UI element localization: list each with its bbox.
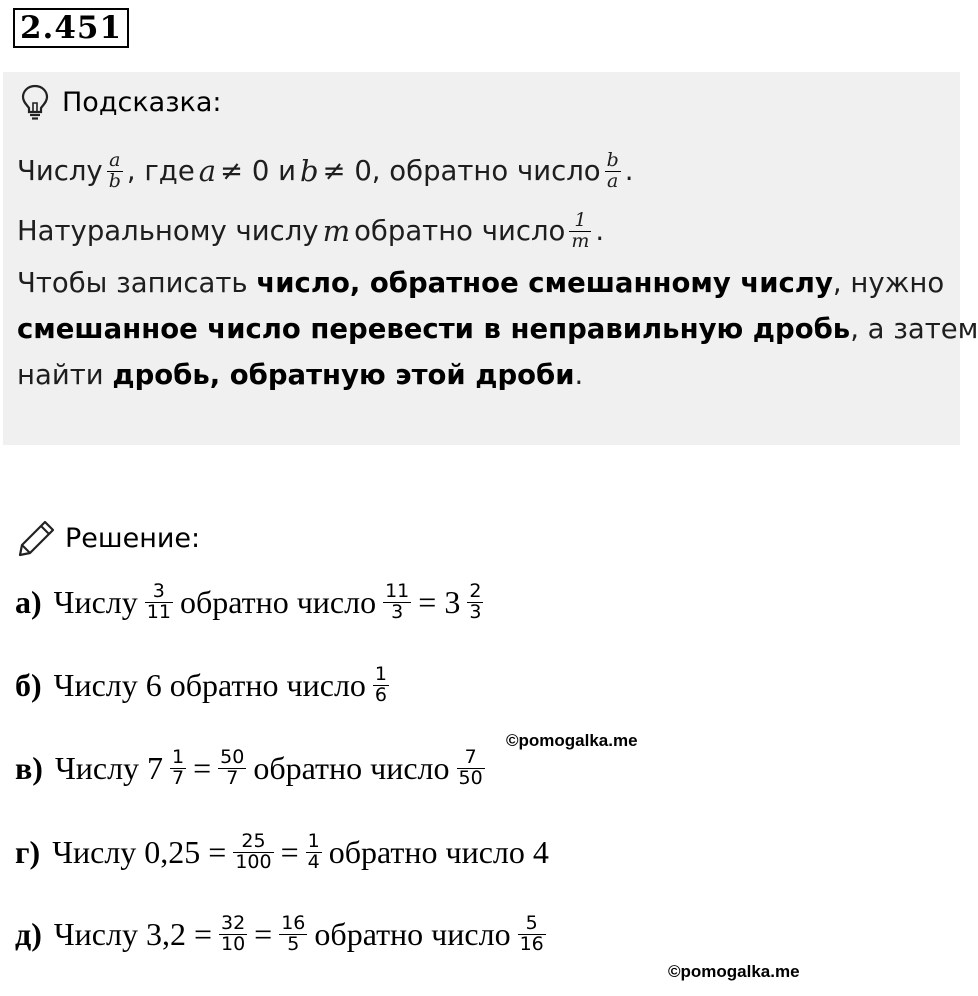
hint-title: Подсказка: (62, 86, 222, 118)
task-number: 2.451 (13, 8, 129, 48)
fraction-numerator: 5 (525, 912, 538, 934)
fraction-denominator: a (607, 169, 619, 192)
fraction-numerator: 50 (220, 746, 245, 768)
hint-bold-text: дробь, обратную этой дроби (112, 358, 575, 391)
solution-item-a (15, 582, 488, 623)
pencil-icon (17, 518, 57, 558)
fraction (145, 582, 173, 623)
fraction-1-over-m (569, 208, 591, 252)
fraction-numerator: 16 (281, 912, 306, 934)
watermark: ©pomogalka.me (668, 962, 800, 981)
hint-line-1 (17, 140, 947, 202)
hint-text-span: ≠ 0, обратно число (322, 154, 601, 187)
hint-text-span: , где (126, 154, 195, 187)
fraction-numerator: 1 (307, 830, 320, 852)
item-label: в) (15, 749, 43, 786)
solution-text: Числу 0,25 = (52, 833, 227, 870)
hint-text-span: найти (17, 358, 104, 391)
fraction (518, 914, 546, 955)
solution-text: = (193, 749, 212, 786)
fraction-denominator: 11 (146, 600, 171, 623)
hint-text-span: . (595, 214, 605, 247)
fraction (373, 665, 389, 706)
hint-text-span: . (624, 154, 634, 187)
fraction-numerator: b (606, 148, 619, 171)
hint-text-span: Натуральному числу (17, 214, 319, 247)
solution-header (17, 518, 200, 558)
fraction (233, 832, 273, 873)
watermark: ©pomogalka.me (506, 731, 638, 750)
fraction-denominator: 10 (220, 932, 246, 955)
hint-header (20, 82, 222, 122)
fraction-a-over-b (107, 148, 123, 192)
solution-text: обратно число (179, 583, 377, 620)
fraction-denominator: 7 (172, 766, 185, 789)
fraction (457, 748, 485, 789)
fraction-denominator: m (571, 229, 590, 252)
fraction (306, 832, 322, 873)
hint-text-span: Чтобы записать (17, 266, 248, 299)
variable-m: m (322, 213, 351, 248)
fraction-numerator: 1 (374, 663, 387, 685)
fraction (170, 748, 186, 789)
fraction-denominator: 6 (374, 683, 387, 706)
fraction-numerator: 1 (172, 746, 185, 768)
solution-text: = 3 (418, 583, 461, 620)
fraction-denominator: 7 (226, 766, 239, 789)
fraction-numerator: 2 (469, 580, 482, 602)
fraction-numerator: 7 (464, 746, 477, 768)
fraction (219, 914, 247, 955)
fraction-numerator: 1 (574, 208, 587, 231)
fraction-numerator: 11 (385, 580, 410, 602)
solution-text: обратно число (253, 749, 450, 786)
variable-b: b (299, 153, 319, 188)
solution-text: Числу 3,2 = (53, 915, 212, 952)
fraction (218, 748, 246, 789)
solution-text: Числу 6 обратно число (53, 666, 366, 703)
lightbulb-icon (20, 83, 50, 121)
hint-text-span: , нужно (832, 266, 945, 299)
fraction-denominator: 4 (307, 850, 320, 873)
hint-bold-text: смешанное число перевести в неправильную дробь (17, 312, 851, 345)
fraction-denominator: 100 (235, 850, 272, 873)
solution-text: обратно число (314, 915, 511, 952)
fraction-denominator: 5 (287, 932, 300, 955)
solution-item-d (15, 914, 551, 955)
hint-text-span: , а затем (850, 312, 978, 345)
hint-text-span: . (574, 358, 584, 391)
fraction-numerator: a (109, 148, 121, 171)
fraction-numerator: 25 (241, 830, 266, 852)
hint-text (17, 140, 978, 398)
item-label: д) (15, 915, 42, 952)
solution-title: Решение: (65, 522, 201, 554)
item-label: а) (15, 583, 42, 620)
fraction (383, 582, 411, 623)
hint-line-3 (17, 260, 947, 306)
fraction-denominator: 50 (458, 766, 483, 789)
variable-a: a (198, 153, 217, 188)
fraction-denominator: 16 (519, 932, 544, 955)
solution-text: Числу 7 (54, 749, 164, 786)
hint-line-2 (17, 202, 947, 260)
fraction-denominator: b (108, 169, 121, 192)
solution-text: Числу (53, 583, 138, 620)
hint-text-span: Числу (17, 154, 103, 187)
solution-item-v (15, 748, 490, 789)
fraction-numerator: 3 (152, 580, 165, 602)
fraction (467, 582, 483, 623)
hint-text-span: ≠ 0 и (220, 154, 296, 187)
fraction-denominator: 3 (391, 600, 404, 623)
hint-text-span: обратно число (354, 214, 566, 247)
fraction (279, 914, 307, 955)
solution-item-b (15, 665, 394, 706)
fraction-b-over-a (605, 148, 621, 192)
hint-line-4 (17, 306, 978, 352)
solution-text: обратно число 4 (328, 833, 549, 870)
solution-text: = (254, 915, 273, 952)
solution-text: = (280, 833, 299, 870)
item-label: б) (15, 666, 42, 703)
item-label: г) (15, 833, 41, 870)
hint-bold-text: число, обратное смешанному числу (256, 266, 833, 299)
hint-line-5 (17, 352, 947, 398)
fraction-numerator: 32 (220, 912, 246, 934)
solution-item-g (15, 832, 551, 873)
fraction-denominator: 3 (469, 600, 482, 623)
